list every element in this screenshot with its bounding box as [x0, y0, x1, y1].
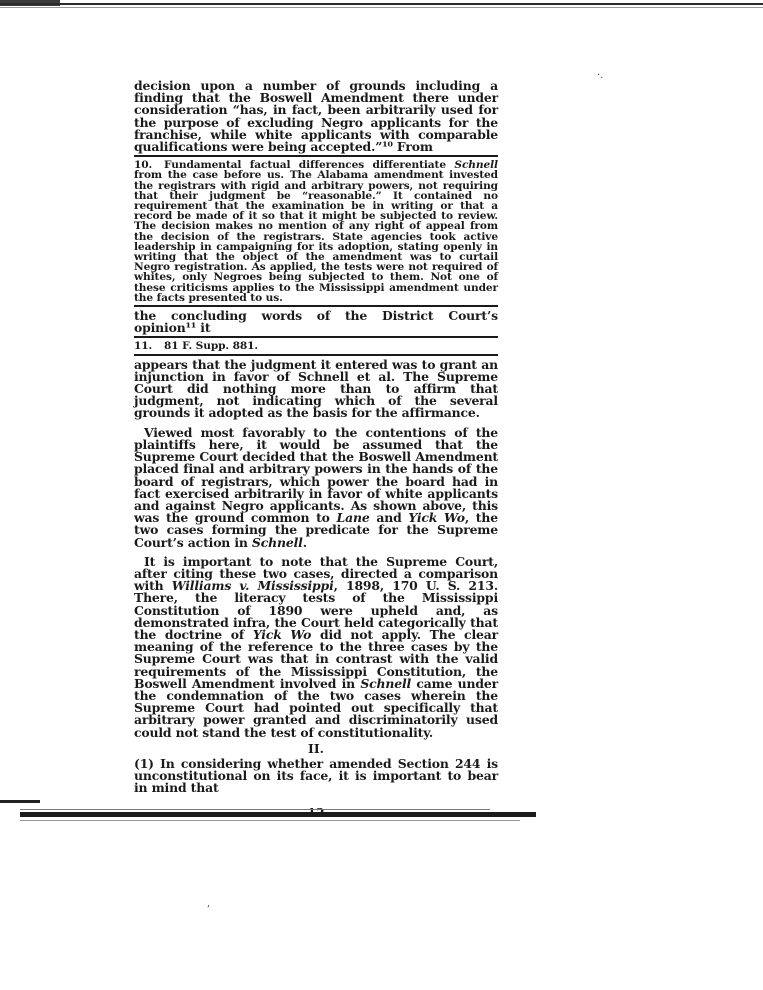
footnote-11 — [134, 341, 498, 351]
scan-top-rule — [0, 3, 763, 5]
footnote-divider — [134, 336, 498, 338]
case-name: Lane — [336, 510, 370, 526]
body-text: , 1898, 170 U. S. 213. There, the literacy tests of the Mississippi Constitution of 1890 were upheld and, as demonstrated infra, the Court held categorically that the doctrine of — [134, 578, 498, 642]
case-name: Yick Wo — [408, 510, 465, 526]
footnote-text: Fundamental factual differences differentiate — [164, 159, 455, 172]
case-name: Schnell — [360, 675, 412, 691]
paragraph-important — [134, 553, 498, 740]
case-name: Schnell — [454, 159, 498, 172]
body-text: It is important to note that the Supreme Court, after citing these two cases, directed a comparison with — [134, 553, 498, 594]
paragraph-considering: (1) In considering whether amended Section 244 is unconstitutional on its face, it is important to bear in mind that — [134, 755, 498, 796]
footnote-number: 10. — [134, 159, 153, 172]
paragraph-viewed — [134, 424, 498, 550]
body-text: and — [369, 510, 409, 526]
case-name: Schnell — [251, 534, 303, 550]
scan-speck: , — [207, 898, 211, 909]
footnote-10 — [134, 160, 498, 303]
document-page — [134, 80, 498, 820]
paragraph-concluding: the concluding words of the District Court’s opinion¹¹ it — [134, 308, 498, 336]
section-heading: II. — [308, 740, 324, 756]
body-text: . — [302, 534, 307, 550]
body-text: did not apply. The clear meaning of the reference to the three cases by the Supreme Court was that in contrast with the valid requirements of the Mississippi Constitution, the Boswell Amendment involved in — [134, 626, 498, 691]
body-text: , the two cases forming the predicate for the Supreme Court’s action in — [134, 510, 498, 550]
scan-top-rule-thin — [0, 7, 763, 8]
scan-mark — [0, 800, 40, 803]
body-text: Viewed most favorably to the contentions of the plaintiffs here, it would be assumed that the Supreme Court decided that the Boswell Amendment placed final and arbitrary powers in the hands of the board of registrars, which power the board had in fact exercised arbitrarily in favor of white applicants and against Negro applicants. As shown above, this was the ground common to — [134, 424, 498, 526]
body-text: came under the condemnation of the two cases wherein the Supreme Court had pointed out specifically that arbitrary power granted and discriminatorily used could not stand the test of constitutionality. — [134, 675, 498, 740]
scan-mark — [20, 812, 536, 817]
case-name: Yick Wo — [252, 626, 312, 642]
case-name: Williams v. Mississippi — [171, 578, 334, 594]
footnote-text: from the case before us. The Alabama amendment invested the registrars with rigid and arbitrary powers, not requiring that their judgment be “reasonable.” It contained no requirement that the examination be in writing or that a record be made of it so that it might be subjected to review. The decision makes no mention of any right of appeal from the decision of the registrars. State agencies took active leadership in campaigning for its adoption, stating openly in writing that the object of the amendment was to curtail Negro registration. As applied, the tests were not required of whites, only Negroes being subjected to them. Not one of these criticisms applies to the Mississippi amendment under the facts presented to us. — [134, 169, 498, 304]
scan-mark — [20, 809, 490, 810]
paragraph-appears: appears that the judgment it entered was to grant an injunction in favor of Schnell et al. The Supreme Court did nothing more than to affirm that judgment, not indicating which of the several grounds it adopted as the basis for the affirmance. — [134, 356, 498, 421]
footnote-divider — [134, 354, 498, 356]
footnote-text: 81 F. Supp. 881. — [164, 340, 259, 353]
scan-speck: ·. — [597, 70, 604, 81]
footnote-divider — [134, 305, 498, 307]
paragraph-opening: decision upon a number of grounds including a finding that the Boswell Amendment there under consideration “has, in fact, been arbitrarily used for the purpose of excluding Negro applicants for the franchise, while white applicants with comparable qualifications were being accepted.”¹⁰ From — [134, 78, 498, 155]
scan-bottom-band — [0, 800, 763, 830]
footnote-divider — [134, 155, 498, 157]
footnote-number: 11. — [134, 340, 153, 353]
scan-mark — [20, 820, 520, 821]
